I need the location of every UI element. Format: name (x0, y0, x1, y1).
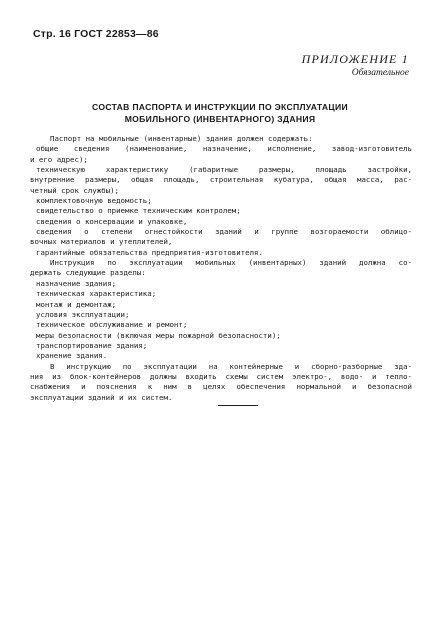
appendix-title: ПРИЛОЖЕНИЕ 1 (301, 52, 409, 66)
paragraph-line: ния из блок-контейнеров должны входить схемы систем электро-, водо- и тепло- (30, 371, 412, 381)
list-item: монтаж и демонтаж; (36, 299, 117, 309)
list-item: техническая характеристика; (36, 289, 157, 299)
paragraph-line: гарантийные обязательства предприятия-изготовителя. (36, 247, 263, 257)
paragraph-line: держать следующие разделы: (30, 268, 146, 278)
list-item: меры безопасности (включая меры пожарной безопасности); (36, 330, 281, 340)
list-item: техническое обслуживание и ремонт; (36, 320, 188, 330)
list-item: назначение здания; (36, 278, 117, 288)
paragraph-line: В инструкцию по эксплуатации на контейнерные и сборно-разборные зда- (50, 361, 412, 371)
section-title-line-1: СОСТАВ ПАСПОРТА И ИНСТРУКЦИИ ПО ЭКСПЛУАТАЦИИ (92, 102, 348, 112)
paragraph-line: четный срок службы); (30, 185, 119, 195)
paragraph-line: свидетельство о приемке техническим контролем; (36, 206, 241, 216)
paragraph-line: общие сведения (наименование, назначение, исполнение, завод-изготовитель (36, 144, 412, 154)
paragraph-line: снабжения и пояснения к ним в целях обеспечения нормальной и безопасной (30, 382, 412, 392)
list-item: хранение здания. (36, 351, 108, 361)
paragraph-line: эксплуатации зданий и их систем. (30, 392, 173, 402)
paragraph-line: сведения о степени огнестойкости зданий и группе возгораемости облицо- (36, 227, 412, 237)
appendix-subtitle: Обязательное (351, 68, 409, 78)
paragraph-line: внутренние размеры, общая площадь, строительная кубатура, общая масса, рас- (30, 175, 412, 185)
paragraph-line: вочных материалов и утеплителей, (30, 237, 173, 247)
document-body (30, 134, 412, 403)
page-header: Стр. 16 ГОСТ 22853—86 (33, 28, 159, 40)
paragraph-line: и его адрес); (30, 154, 88, 164)
list-item: условия эксплуатации; (36, 309, 130, 319)
paragraph-line: Паспорт на мобильные (инвентарные) здания должен содержать: (50, 134, 313, 143)
paragraph-line: техническую характеристику (габаритные размеры, площадь застройки, (36, 165, 412, 175)
paragraph-line: комплектовочную ведомость; (36, 196, 152, 206)
paragraph-line: Инструкция по эксплуатации мобильных (инвентарных) зданий должна со- (50, 258, 412, 268)
section-title-line-2: МОБИЛЬНОГО (ИНВЕНТАРНОГО) ЗДАНИЯ (124, 114, 316, 124)
end-divider (218, 405, 258, 406)
list-item: транспортирование здания; (36, 340, 148, 350)
paragraph-line: сведения о консервации и упаковке, (36, 216, 188, 226)
